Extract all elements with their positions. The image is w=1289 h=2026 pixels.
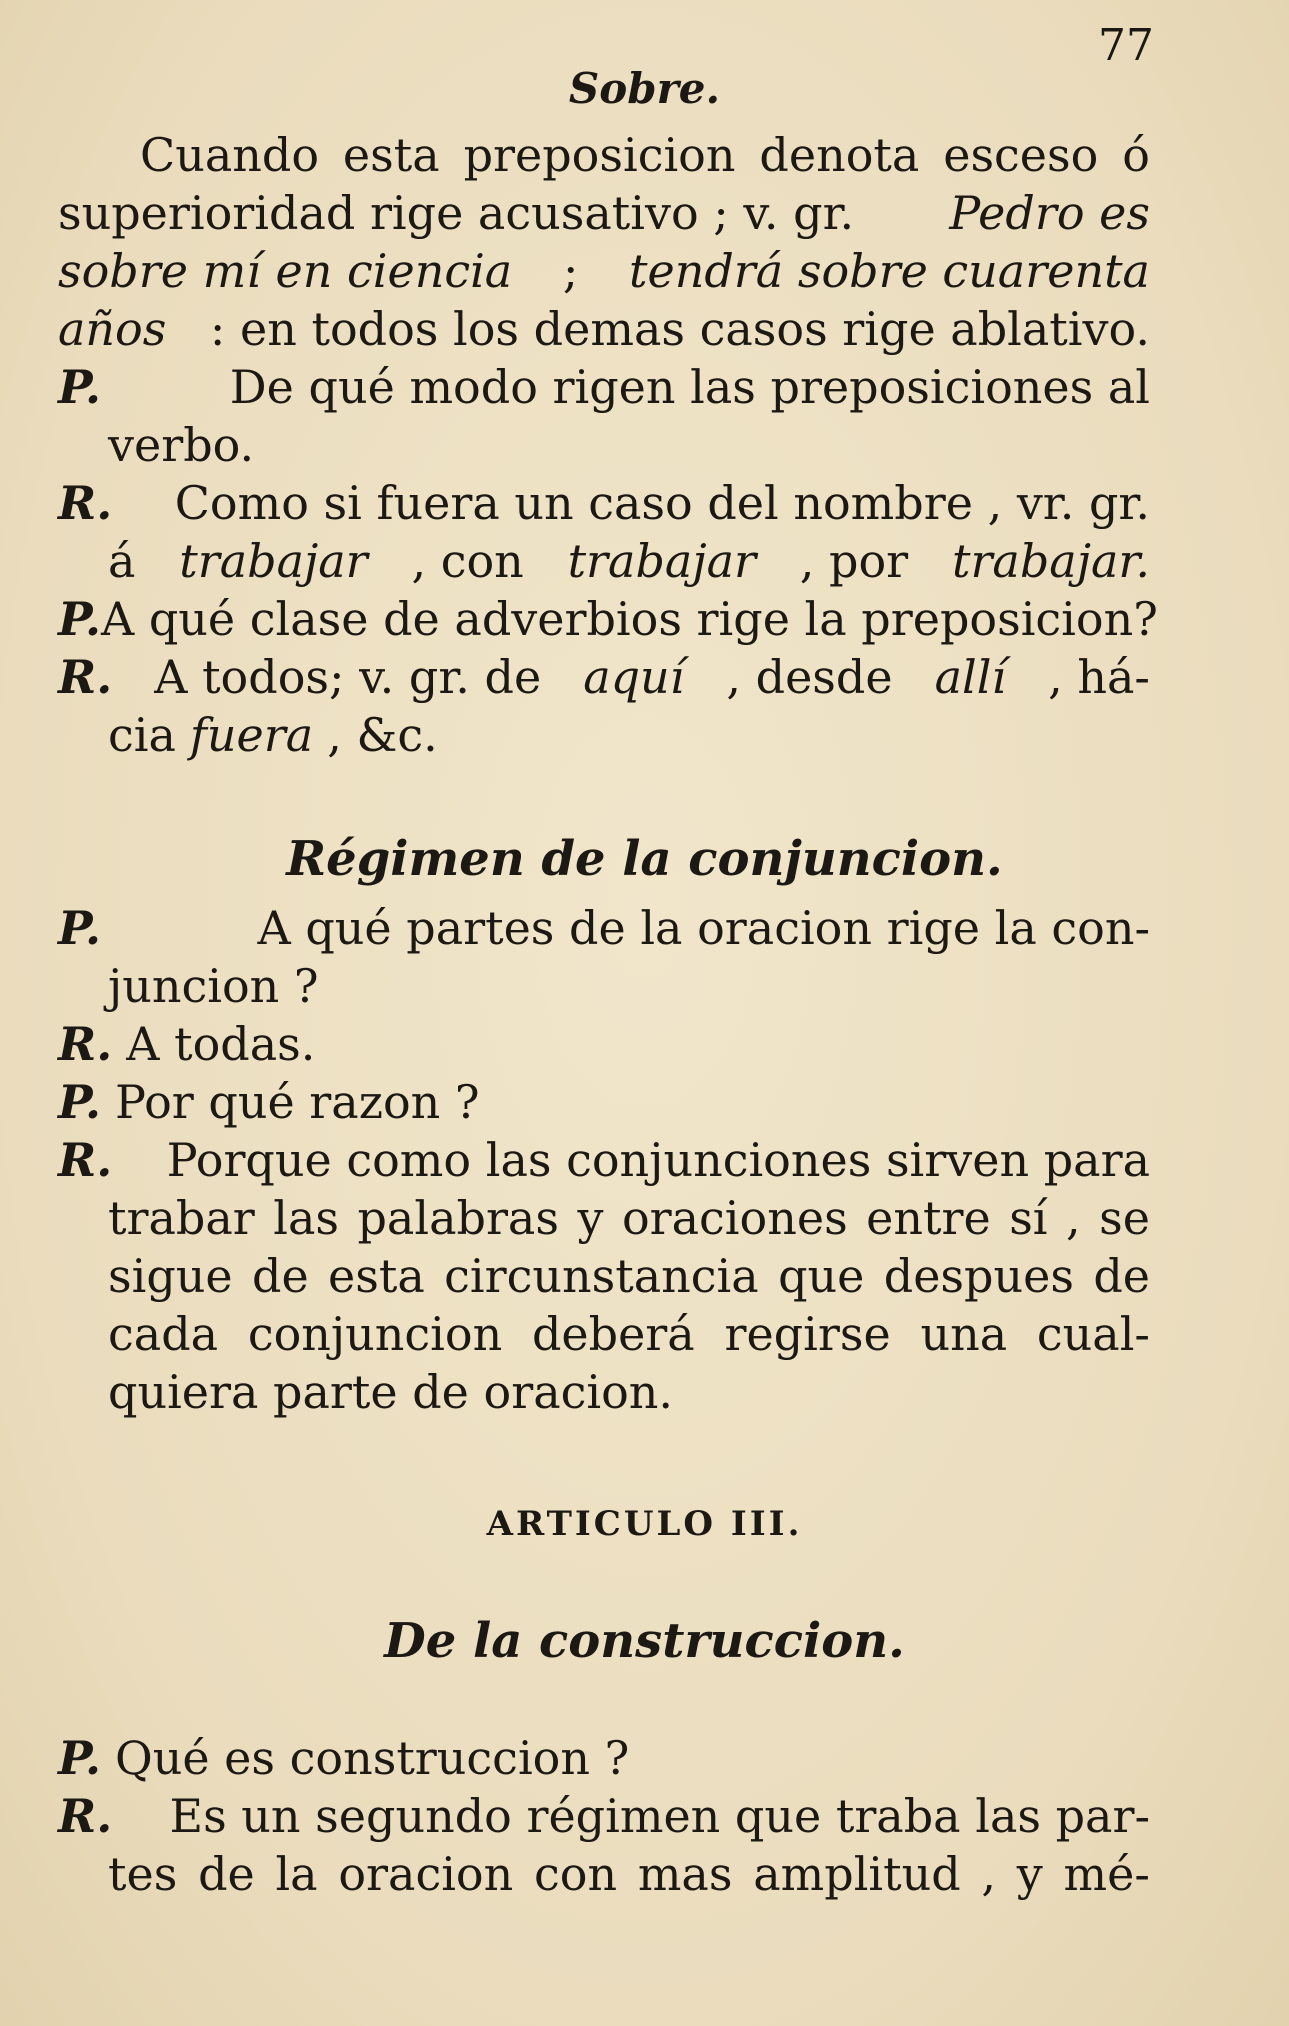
running-head: Sobre. bbox=[568, 64, 721, 113]
answer-line: R. Porque como las conjunciones sirven para bbox=[58, 1133, 1150, 1187]
text-line: años : en todos los demas casos rige ablativo. bbox=[58, 302, 1150, 356]
section-heading: Régimen de la conjuncion. bbox=[286, 831, 1003, 887]
text-line: Cuando esta preposicion denota esceso ó bbox=[140, 128, 1150, 182]
question-line: P. A qué clase de adverbios rige la preposicion? bbox=[58, 592, 1158, 646]
text-line: tes de la oracion con mas amplitud , y mé- bbox=[108, 1847, 1150, 1901]
article-heading: ARTICULO III. bbox=[486, 1504, 803, 1544]
answer-line: R. Como si fuera un caso del nombre , vr. gr. bbox=[58, 476, 1150, 530]
question-line: P. De qué modo rigen las preposiciones al bbox=[58, 360, 1150, 414]
answer-line: R. A todos; v. gr. de aquí , desde allí , há- bbox=[58, 650, 1150, 704]
question-line: P. Qué es construccion ? bbox=[58, 1731, 630, 1785]
text-line: superioridad rige acusativo ; v. gr. Pedro es bbox=[58, 186, 1150, 240]
text-line: juncion ? bbox=[108, 959, 319, 1013]
text-line: cada conjuncion deberá regirse una cual- bbox=[108, 1307, 1150, 1361]
question-line: P. A qué partes de la oracion rige la con- bbox=[58, 901, 1150, 955]
answer-line: R. Es un segundo régimen que traba las par- bbox=[58, 1789, 1150, 1843]
text-line: cia fuera , &c. bbox=[108, 708, 438, 762]
text-line: trabar las palabras y oraciones entre sí , se bbox=[108, 1191, 1150, 1245]
section-heading: De la construccion. bbox=[384, 1613, 905, 1669]
text-line: verbo. bbox=[108, 418, 255, 472]
question-line: P. Por qué razon ? bbox=[58, 1075, 480, 1129]
page-number: 77 bbox=[1098, 20, 1154, 71]
answer-line: R. A todas. bbox=[58, 1017, 316, 1071]
text-line: sobre mí en ciencia ; tendrá sobre cuarenta bbox=[58, 244, 1150, 298]
text-line: á trabajar , con trabajar , por trabajar. bbox=[108, 534, 1150, 588]
text-line: quiera parte de oracion. bbox=[108, 1365, 674, 1419]
text-line: sigue de esta circunstancia que despues de bbox=[108, 1249, 1150, 1303]
